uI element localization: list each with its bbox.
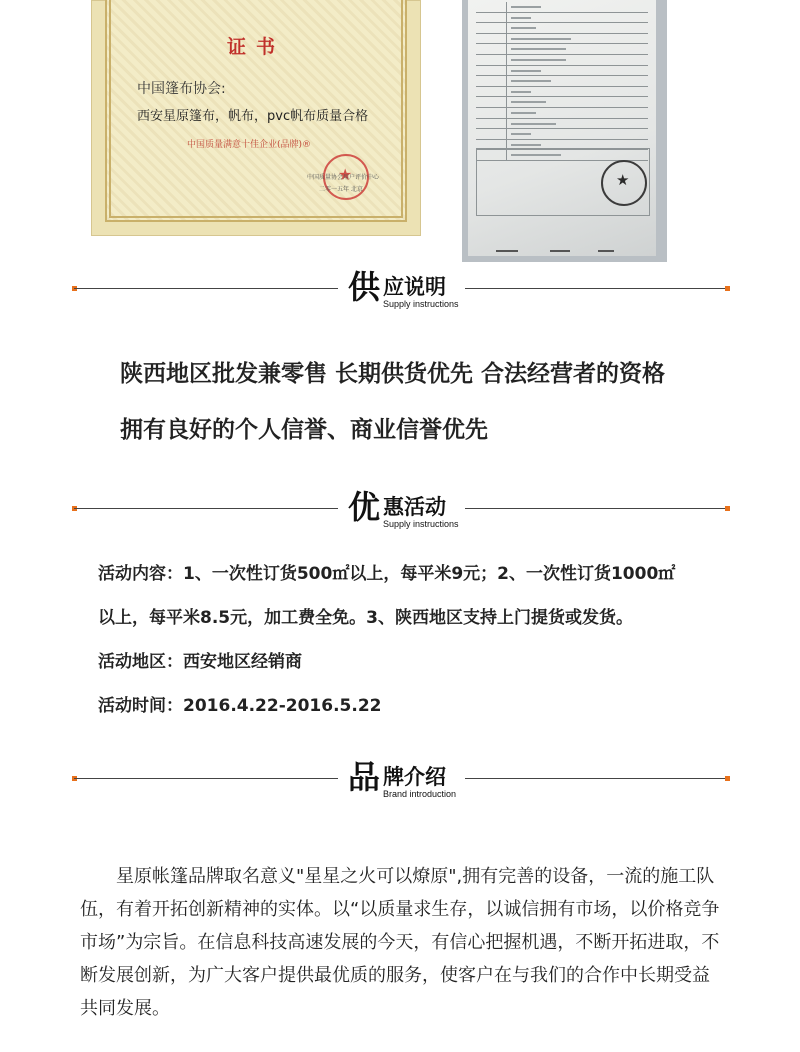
section-title-en: Supply instructions: [383, 299, 459, 309]
promo-area: 活动地区：西安地区经销商: [98, 652, 302, 672]
divider-line: [465, 778, 725, 779]
section-title-rest: 惠活动: [383, 495, 446, 519]
brand-section-header: [0, 756, 800, 802]
signature-mark: [598, 240, 614, 252]
certificate-issuer: 中国质量协会用户评价中心: [307, 174, 380, 181]
promo-text: [98, 563, 738, 718]
certificate-statement: 西安星原篷布，帆布，pvc帆布质量合格: [137, 109, 369, 124]
divider-line: [465, 288, 725, 289]
divider-line: [465, 508, 725, 509]
certificate-association: 中国篷布协会:: [137, 81, 226, 97]
supply-line: 陕西地区批发兼零售 长期供货优先 合法经营者的资格: [120, 361, 666, 387]
certificate-award: 中国质量满意十佳企业(品牌)®: [187, 140, 312, 150]
section-title-big: 供: [348, 268, 381, 306]
divider-line: [74, 508, 338, 509]
accent-dot: [725, 286, 730, 291]
accent-dot: [725, 506, 730, 511]
brand-intro-text: 星原帐篷品牌取名意义"星星之火可以燎原",拥有完善的设备，一流的施工队伍，有着开拓创新精神的实体。以“以质量求生存，以诚信拥有市场，以价格竞争市场”为宗旨。在信息科技高速发展的今天，有信心把握机遇，不断开拓进取，不断发展创新，为广大客户提供最优质的服务，使客户在与我们的合作中长期受益共同发展。: [80, 866, 720, 1019]
signature-mark: [496, 240, 518, 252]
certificate-date: 二零一五年 北京: [319, 186, 363, 193]
section-title-rest: 牌介绍: [383, 765, 446, 789]
section-title-big: 优: [348, 488, 381, 526]
divider-line: [74, 778, 338, 779]
section-title-rest: 应说明: [383, 275, 446, 299]
report-table: [476, 2, 648, 161]
section-title-big: 品: [348, 758, 381, 796]
promo-section-header: [0, 486, 800, 532]
divider-line: [74, 288, 338, 289]
supply-line: 拥有良好的个人信誉、商业信誉优先: [120, 417, 488, 443]
supply-text: [120, 346, 665, 458]
promo-time: 活动时间：2016.4.22-2016.5.22: [98, 696, 382, 716]
signature-mark: [550, 240, 570, 252]
promo-content-line: 活动内容：1、一次性订货500㎡以上，每平米9元；2、一次性订货1000㎡: [98, 564, 676, 584]
accent-dot: [725, 776, 730, 781]
report-paper: [468, 0, 656, 256]
supply-section-header: [0, 266, 800, 312]
certificate-title: 证书: [226, 36, 285, 58]
section-title-en: Supply instructions: [383, 519, 459, 529]
promo-content-line: 以上，每平米8.5元，加工费全免。3、陕西地区支持上门提货或发货。: [98, 608, 633, 628]
section-title-en: Brand introduction: [383, 789, 457, 799]
certificate-image: [91, 0, 421, 236]
report-stamp-icon: [601, 160, 647, 206]
test-report-image: [462, 0, 667, 262]
